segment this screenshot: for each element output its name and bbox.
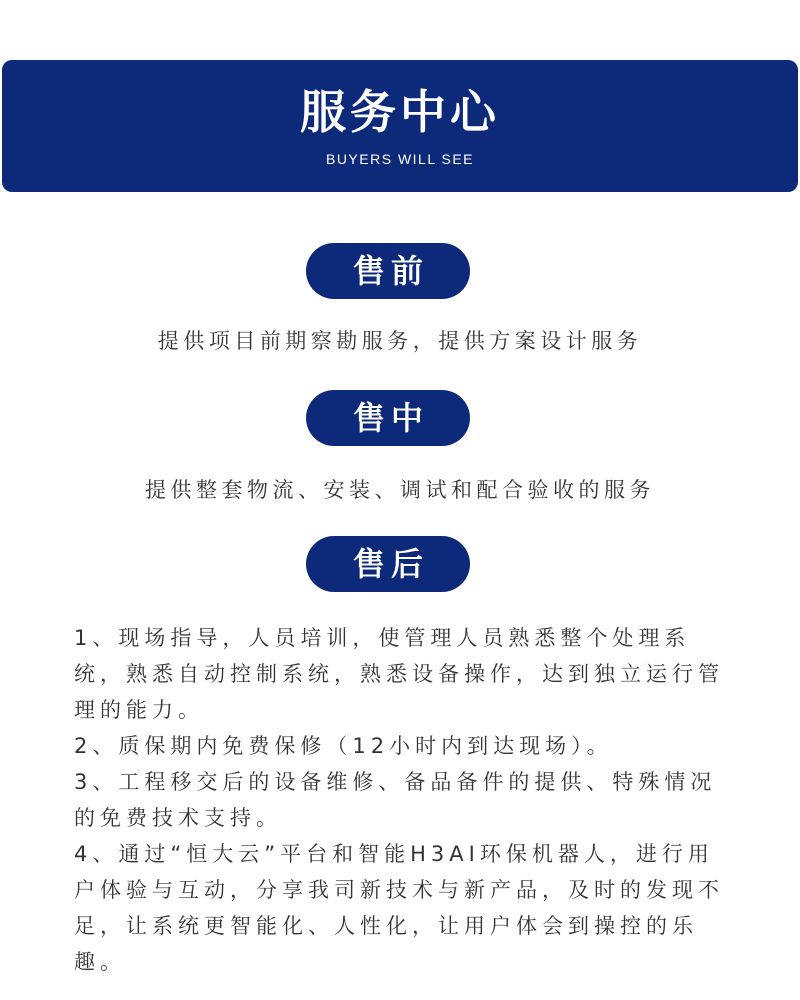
after-sale-heading: 售后 xyxy=(306,536,470,592)
after-sale-item-4: 4、通过“恒大云”平台和智能H3AI环保机器人，进行用户体验与互动，分享我司新技术与新产品，及时的发现不足，让系统更智能化、人性化，让用户体会到操控的乐趣。 xyxy=(74,842,724,974)
after-sale-item-1: 1、现场指导，人员培训，使管理人员熟悉整个处理系统，熟悉自动控制系统，熟悉设备操作，达到独立运行管理的能力。 xyxy=(74,626,724,722)
in-sale-heading: 售中 xyxy=(306,390,470,446)
after-sale-item-3: 3、工程移交后的设备维修、备品备件的提供、特殊情况的免费技术支持。 xyxy=(74,770,717,830)
in-sale-description: 提供整套物流、安装、调试和配合验收的服务 xyxy=(145,478,655,502)
header-banner xyxy=(2,60,798,192)
page-subtitle: BUYERS WILL SEE xyxy=(325,151,475,167)
page-title: 服务中心 xyxy=(300,85,500,139)
after-sale-list xyxy=(74,620,730,980)
after-sale-item-2: 2、质保期内免费保修（12小时内到达现场）。 xyxy=(74,734,613,758)
pre-sale-heading: 售前 xyxy=(306,243,470,299)
pre-sale-description: 提供项目前期察勘服务，提供方案设计服务 xyxy=(157,329,643,353)
